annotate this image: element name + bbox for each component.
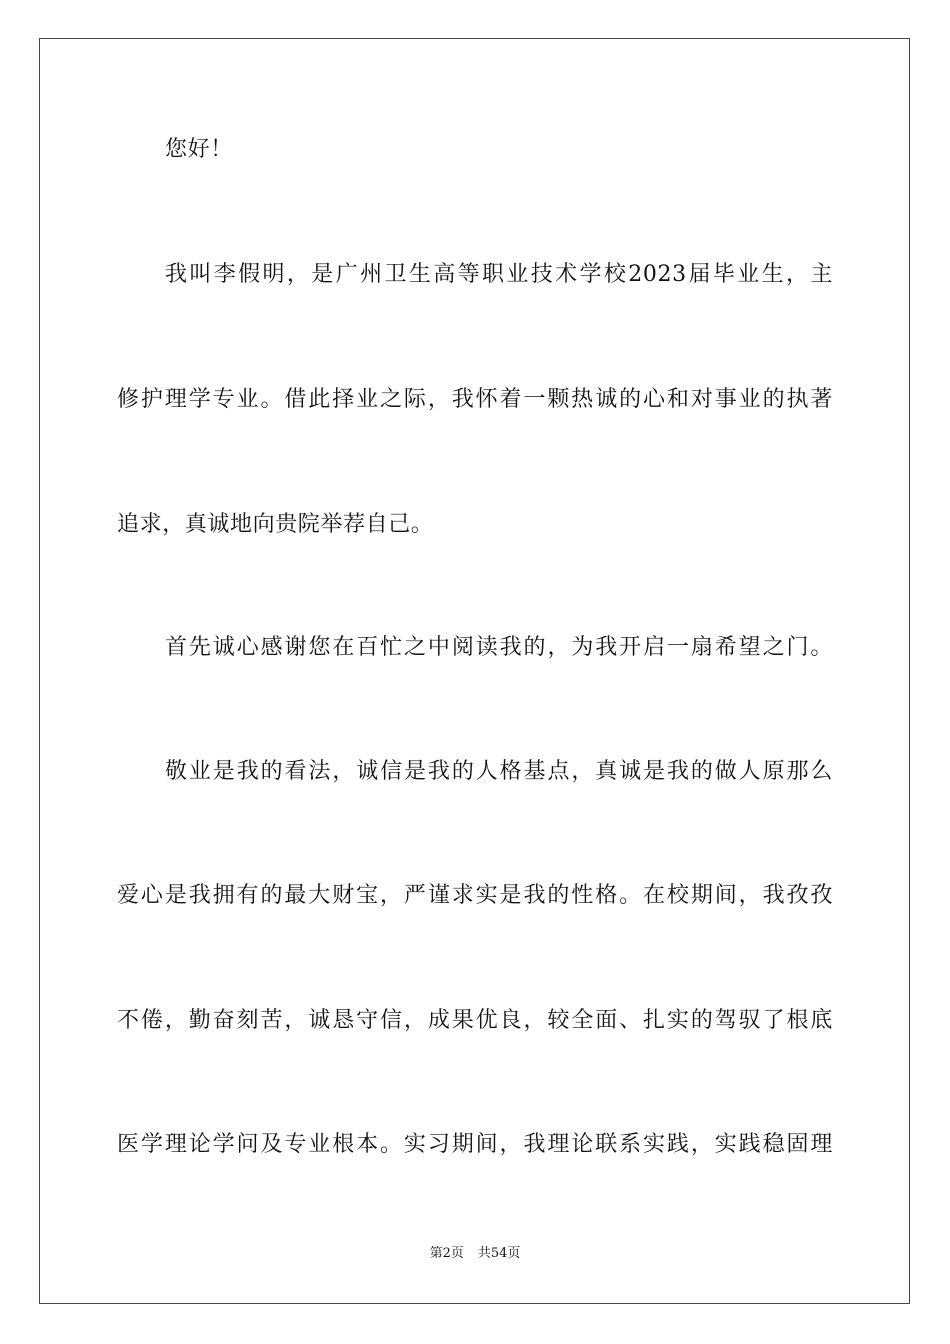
paragraph-line: 首先诚心感谢您在百忙之中阅读我的，为我开启一扇希望之门。 [165,635,833,660]
paragraph-line: 爱心是我拥有的最大财宝，严谨求实是我的性格。在校期间，我孜孜 [117,883,833,908]
greeting-line: 您好！ [165,137,233,162]
page-footer [0,1245,950,1263]
page-total: 共54页 [477,1246,521,1261]
paragraph-line: 不倦，勤奋刻苦，诚恳守信，成果优良，较全面、扎实的驾驭了根底 [117,1008,833,1033]
page-number: 第2页 [429,1246,464,1261]
paragraph-line: 医学理论学问及专业根本。实习期间，我理论联系实践，实践稳固理 [117,1132,833,1157]
page-frame [39,38,910,1304]
paragraph-line: 修护理学专业。借此择业之际，我怀着一颗热诚的心和对事业的执著 [117,387,833,412]
paragraph-line: 我叫李假明，是广州卫生高等职业技术学校2023届毕业生，主 [165,262,833,287]
paragraph-line: 追求，真诚地向贵院举荐自己。 [117,512,434,537]
paragraph-line: 敬业是我的看法，诚信是我的人格基点，真诚是我的做人原那么 [165,759,833,784]
